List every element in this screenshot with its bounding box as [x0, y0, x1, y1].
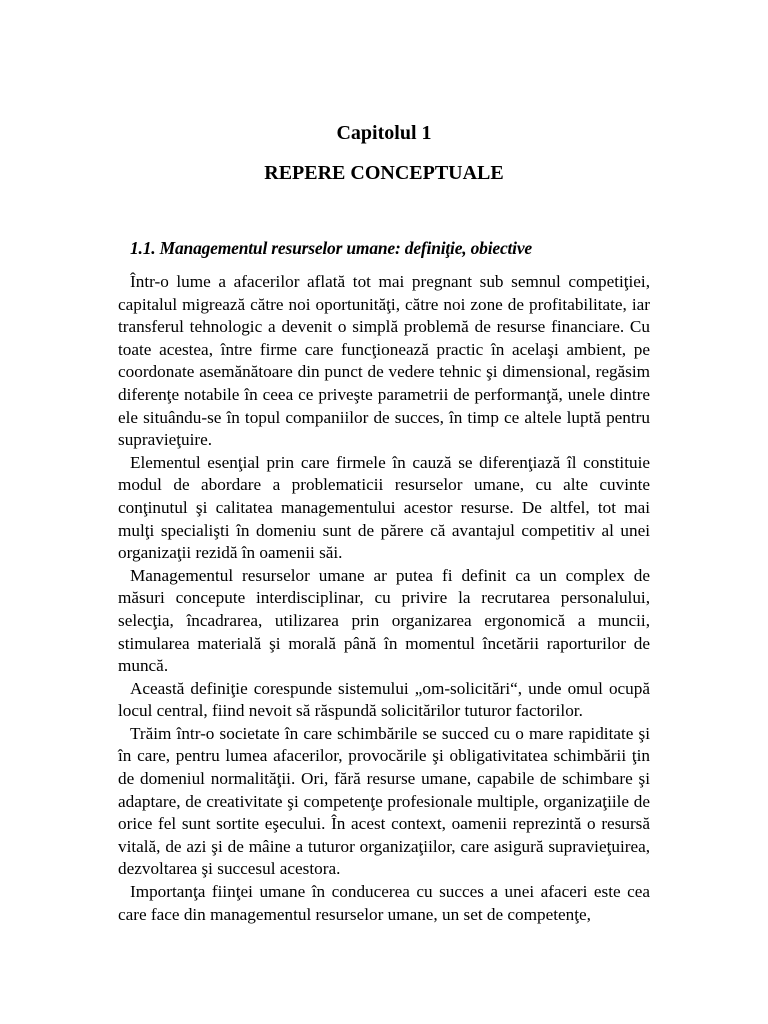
- paragraph-6: Importanţa fiinţei umane în conducerea cu succes a unei afaceri este cea care face din managementul resurselor umane, un set de competenţe,: [118, 882, 650, 924]
- paragraph-1: Într-o lume a afacerilor aflată tot mai pregnant sub semnul competiţiei, capitalul migrează către noi oportunităţi, către noi zone de profitabilitate, iar transferul tehnologic a devenit o simplă problemă de resurse financiare. Cu toate acestea, între firme care funcţionează practic în acelaşi ambient, pe coordonate asemănătoare din punct de vedere tehnic şi dimensional, regăsim diferenţe notabile în ceea ce priveşte parametrii de performanţă, unele dintre ele situându-se în topul companiilor de succes, în timp ce altele luptă pentru supravieţuire.: [118, 272, 650, 450]
- chapter-title: REPERE CONCEPTUALE: [264, 162, 504, 184]
- chapter-number: Capitolul 1: [336, 122, 432, 144]
- section-heading: 1.1. Managementul resurselor umane: definiţie, obiective: [130, 238, 532, 258]
- paragraph-5: Trăim într-o societate în care schimbările se succed cu o mare rapiditate şi în care, pentru lumea afacerilor, provocările şi obligativitatea schimbării ţin de domeniul normalităţii. Ori, fără resurse umane, capabile de schimbare şi adaptare, de creativitate şi competenţe profesionale multiple, organizaţiile de orice fel sunt sortite eşecului. În acest context, oamenii reprezintă o resursă vitală, de azi şi de mâine a tuturor organizaţiilor, care asigură supravieţuirea, dezvoltarea şi succesul acestora.: [118, 723, 650, 879]
- paragraph-3: Managementul resurselor umane ar putea fi definit ca un complex de măsuri concepute interdisciplinar, cu privire la recrutarea personalului, selecţia, încadrarea, utilizarea prin organizarea ergonomică a muncii, stimularea materială şi morală până în momentul încetării raporturilor de muncă.: [118, 565, 650, 676]
- paragraph-2: Elementul esenţial prin care firmele în cauză se diferenţiază îl constituie modul de abordare a problematicii resurselor umane, cu alte cuvinte conţinutul şi calitatea managementului acestor resurse. De altfel, tot mai mulţi specialişti în domeniu sunt de părere că avantajul competitiv al unei organizaţii rezidă în oamenii săi.: [118, 452, 650, 563]
- paragraph-4: Această definiţie corespunde sistemului „om-solicitări“, unde omul ocupă locul central, fiind nevoit să răspundă solicitărilor tuturor factorilor.: [118, 678, 650, 721]
- body-text: [118, 271, 650, 926]
